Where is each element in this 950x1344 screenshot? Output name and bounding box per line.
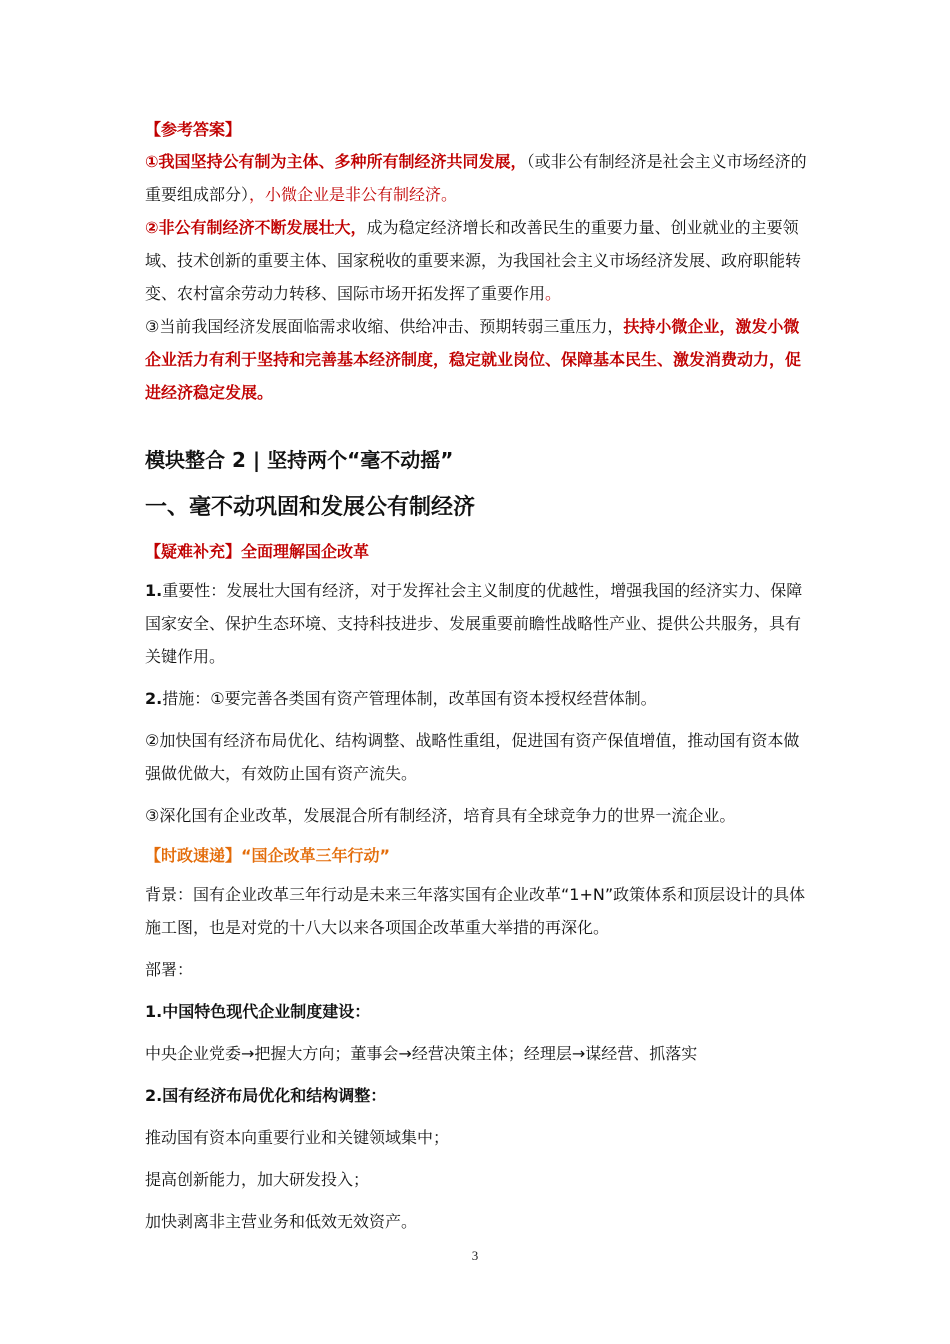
answer-point-1-note: （或非公有制经济是社会主义市场经济的重要组成部分） [145, 152, 807, 204]
supplement-tag: 【疑难补充】 [145, 542, 242, 561]
news-section-2-line-1: 推动国有资本向重要行业和关键领域集中； [145, 1128, 450, 1147]
answer-point-2-end: 。 [545, 284, 562, 303]
news-tag: 【时政速递】 [145, 846, 242, 865]
answer-point-1 [145, 145, 810, 211]
supplement-title: 全面理解国企改革 [241, 542, 370, 561]
answer-point-2-text: 成为稳定经济增长和改善民生的重要力量、创业就业的主要领域、技术创新的重要主体、国家税收的重要来源，为我国社会主义市场经济发展、政府职能转变、农村富余劳动力转移、国际市场开拓发挥了重要作用 [145, 218, 802, 303]
supplement-item-1-label: 1. [145, 581, 163, 600]
supplement-item-2-label: 2. [145, 689, 163, 708]
news-heading [145, 841, 810, 871]
supplement-item-1-text: 重要性：发展壮大国有经济，对于发挥社会主义制度的优越性，增强我国的经济实力、保障国家安全、保护生态环境、支持科技进步、发展重要前瞻性战略性产业、提供公共服务，具有关键作用。 [145, 581, 803, 666]
answer-point-3 [145, 310, 810, 409]
news-section-2-line-2: 提高创新能力，加大研发投入； [145, 1170, 370, 1189]
answer-point-2 [145, 211, 810, 310]
section-title: 一、毫不动巩固和发展公有制经济 [145, 495, 476, 520]
answer-point-3-text: ③当前我国经济发展面临需求收缩、供给冲击、预期转弱三重压力， [145, 317, 624, 336]
supplement-heading [145, 537, 810, 567]
page-content [145, 115, 810, 1238]
module-title: 模块整合 2 | 坚持两个“毫不动摇” [145, 448, 454, 472]
supplement-item-1 [145, 574, 810, 673]
supplement-item-2 [145, 682, 810, 715]
news-title: “国企改革三年行动” [241, 846, 391, 865]
news-section-1-title: 1.中国特色现代企业制度建设： [145, 1002, 371, 1021]
news-deploy-label: 部署： [145, 960, 194, 979]
answer-point-1-end: ，小微企业是非公有制经济。 [249, 185, 458, 204]
news-background: 背景：国有企业改革三年行动是未来三年落实国有企业改革“1+N”政策体系和顶层设计的具体施工图，也是对党的十八大以来各项国企改革重大举措的再深化。 [145, 885, 806, 937]
answer-point-2-key: ②非公有制经济不断发展壮大， [145, 218, 367, 237]
news-section-2-line-3: 加快剥离非主营业务和低效无效资产。 [145, 1212, 418, 1231]
answer-point-1-key: ①我国坚持公有制为主体、多种所有制经济共同发展， [145, 152, 527, 171]
news-section-2-title: 2.国有经济布局优化和结构调整： [145, 1086, 387, 1105]
answer-heading: 【参考答案】 [145, 120, 242, 139]
news-section-1-text: 中央企业党委→把握大方向；董事会→经营决策主体；经理层→谋经营、抓落实 [145, 1044, 698, 1063]
supplement-item-2-text: 措施：①要完善各类国有资产管理体制，改革国有资本授权经营体制。 [162, 689, 657, 708]
answer-point-3-key: 扶持小微企业，激发小微企业活力有利于坚持和完善基本经济制度，稳定就业岗位、保障基本民生、激发消费动力，促进经济稳定发展。 [145, 317, 802, 402]
supplement-item-2-para-3: ③深化国有企业改革，发展混合所有制经济，培育具有全球竞争力的世界一流企业。 [145, 806, 736, 825]
supplement-item-2-para-2: ②加快国有经济布局优化、结构调整、战略性重组，促进国有资产保值增值，推动国有资本做强做优做大，有效防止国有资产流失。 [145, 731, 800, 783]
page-number: 3 [471, 1248, 479, 1263]
